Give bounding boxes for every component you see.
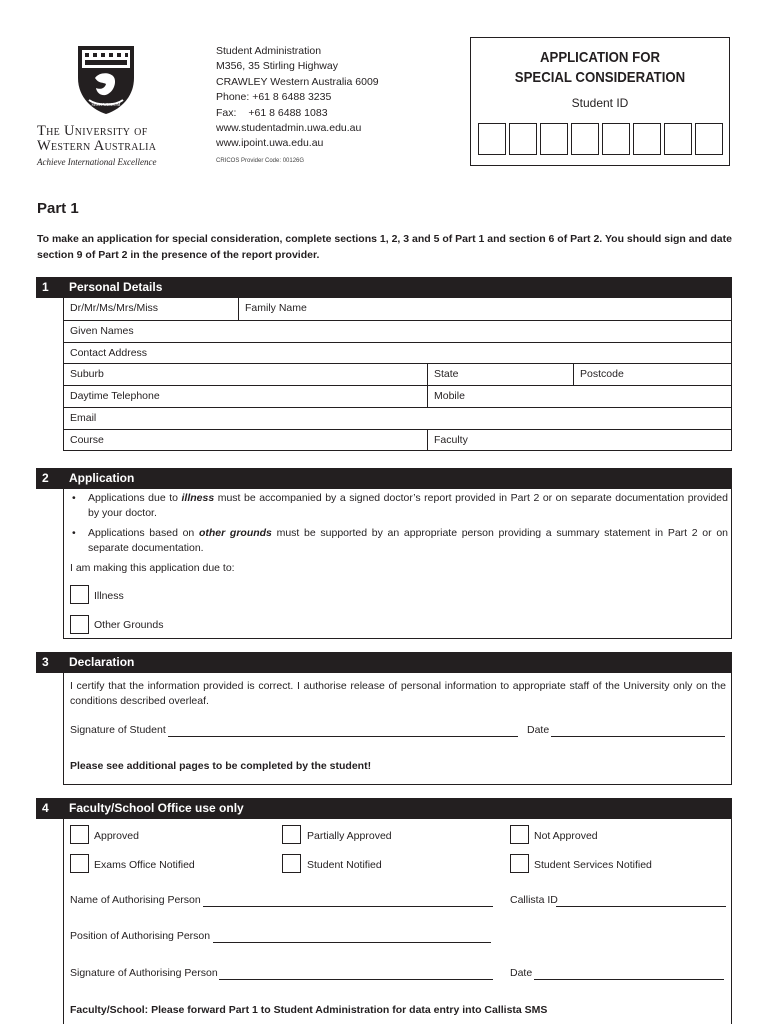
authorising-name-line[interactable] [203,906,493,907]
row-course [64,429,731,451]
illness-checkbox[interactable] [70,585,89,604]
callista-id-line[interactable] [556,906,726,907]
illness-bullet-pre: Applications due to [88,492,182,504]
illness-bullet [88,491,728,521]
student-id-digit-box[interactable] [509,123,537,155]
contact-phone: Phone: +61 8 6488 3235 [216,91,332,104]
authorising-position-label: Position of Authorising Person [70,930,211,942]
not-approved-label: Not Approved [534,830,598,842]
contact-web1[interactable]: www.studentadmin.uwa.edu.au [216,122,362,135]
university-crest-logo [75,44,137,116]
row-given-names [64,320,731,342]
university-name-line2: Western Australia [37,138,157,154]
row-contact-address [64,342,731,364]
authorising-position-line[interactable] [213,942,491,943]
contact-address1: M356, 35 Stirling Highway [216,60,338,73]
student-signature-line[interactable] [168,736,518,737]
given-names-field[interactable]: Given Names [70,324,134,337]
university-name [37,124,187,154]
section3-number: 3 [42,655,49,669]
section3-header [36,652,732,673]
student-id-label: Student ID [571,96,629,110]
university-name-line1: The University of [37,123,148,139]
exams-office-notified-checkbox[interactable] [70,854,89,873]
student-date-label: Date [527,724,550,736]
student-date-line[interactable] [551,736,725,737]
partially-approved-checkbox[interactable] [282,825,301,844]
fax-label: Fax: [216,106,237,119]
contact-address2: CRAWLEY Western Australia 6009 [216,75,379,88]
section3-title: Declaration [69,655,135,669]
section2-title: Application [69,471,135,485]
faculty-field[interactable]: Faculty [427,430,731,451]
forward-note: Faculty/School: Please forward Part 1 to Student Administration for data entry into Callista SMS [70,1004,548,1016]
row-email [64,407,731,429]
section1-number: 1 [42,280,49,294]
section1-title: Personal Details [69,280,163,294]
section2-number: 2 [42,471,49,485]
student-id-digit-box[interactable] [602,123,630,155]
student-notified-checkbox[interactable] [282,854,301,873]
additional-pages-note: Please see additional pages to be completed by the student! [70,760,372,772]
illness-bullet-post: must be accompanied by a signed doctor’s report provided in Part 2 or on separate documentation provided by your doctor. [88,492,728,519]
section2-header [36,468,732,489]
row-name [64,298,731,320]
row-suburb [64,363,731,385]
authorising-name-label: Name of Authorising Person [70,894,201,906]
application-panel [63,489,732,639]
student-notified-label: Student Notified [307,859,382,871]
crest-motto-text: SEEK WISDOM [91,102,121,107]
student-id-digit-box[interactable] [571,123,599,155]
not-approved-checkbox[interactable] [510,825,529,844]
section1-header [36,277,732,298]
form-title-line1: APPLICATION FOR [539,49,661,66]
illness-label: Illness [94,590,124,602]
other-grounds-bullet-pre: Applications based on [88,527,199,539]
office-use-panel [63,819,732,1024]
email-field[interactable]: Email [70,411,97,424]
declaration-panel [63,673,732,785]
illness-bullet-emphasis: illness [181,492,215,504]
declaration-statement: I certify that the information provided is correct. I authorise release of personal information to appropriate staff of the University only on the conditions described overleaf. [70,680,726,707]
partially-approved-label: Partially Approved [307,830,392,842]
part-title: Part 1 [37,200,79,217]
contact-address-field[interactable]: Contact Address [70,346,148,359]
reason-prompt: I am making this application due to: [70,562,235,574]
other-grounds-label: Other Grounds [94,619,164,631]
section4-header [36,798,732,819]
university-motto: Achieve International Excellence [37,157,157,167]
other-grounds-checkbox[interactable] [70,615,89,634]
approved-label: Approved [94,830,139,842]
student-id-digit-box[interactable] [695,123,723,155]
authorising-date-line[interactable] [534,979,724,980]
fax-number: +61 8 6488 1083 [248,106,328,119]
form-title-box [470,37,730,166]
authorising-signature-line[interactable] [219,979,493,980]
contact-office: Student Administration [216,45,322,57]
other-grounds-bullet-post: must be supported by an appropriate person providing a summary statement in Part 2 or on separate documentation. [88,527,728,554]
suburb-field[interactable]: Suburb [70,368,104,381]
form-title-line2: SPECIAL CONSIDERATION [514,69,686,86]
student-signature-label: Signature of Student [70,724,166,736]
student-id-digit-box[interactable] [633,123,661,155]
mobile-field[interactable]: Mobile [427,386,731,407]
other-grounds-bullet-emphasis: other grounds [198,527,272,539]
intro-instructions: To make an application for special consideration, complete sections 1, 2, 3 and 5 of Part 1 and section 6 of Part 2. You should sign and date section 9 of Part 2 in the presence of the report provider. [37,233,732,261]
state-field[interactable]: State [427,364,573,385]
section4-title: Faculty/School Office use only [69,801,244,815]
postcode-field[interactable]: Postcode [573,364,731,385]
contact-fax [216,106,379,121]
title-field[interactable]: Dr/Mr/Ms/Mrs/Miss [70,302,159,314]
student-id-digit-boxes [478,123,723,155]
cricos-code: CRICOS Provider Code: 00126G [216,157,305,164]
callista-id-label: Callista ID [510,894,558,906]
student-id-digit-box[interactable] [478,123,506,155]
personal-details-grid [63,298,732,451]
row-telephone [64,385,731,407]
student-services-notified-checkbox[interactable] [510,854,529,873]
student-services-notified-label: Student Services Notified [534,859,652,871]
authorising-date-label: Date [510,967,533,979]
exams-office-notified-label: Exams Office Notified [94,859,195,871]
approved-checkbox[interactable] [70,825,89,844]
contact-web2[interactable]: www.ipoint.uwa.edu.au [216,137,324,150]
contact-block [216,44,379,169]
other-grounds-bullet [88,526,728,556]
section4-number: 4 [42,801,49,815]
student-id-digit-box[interactable] [664,123,692,155]
authorising-signature-label: Signature of Authorising Person [70,967,218,979]
daytime-telephone-field[interactable]: Daytime Telephone [70,390,160,402]
family-name-field[interactable]: Family Name [238,298,731,320]
student-id-digit-box[interactable] [540,123,568,155]
course-field[interactable]: Course [70,433,104,446]
form-title [486,48,713,88]
